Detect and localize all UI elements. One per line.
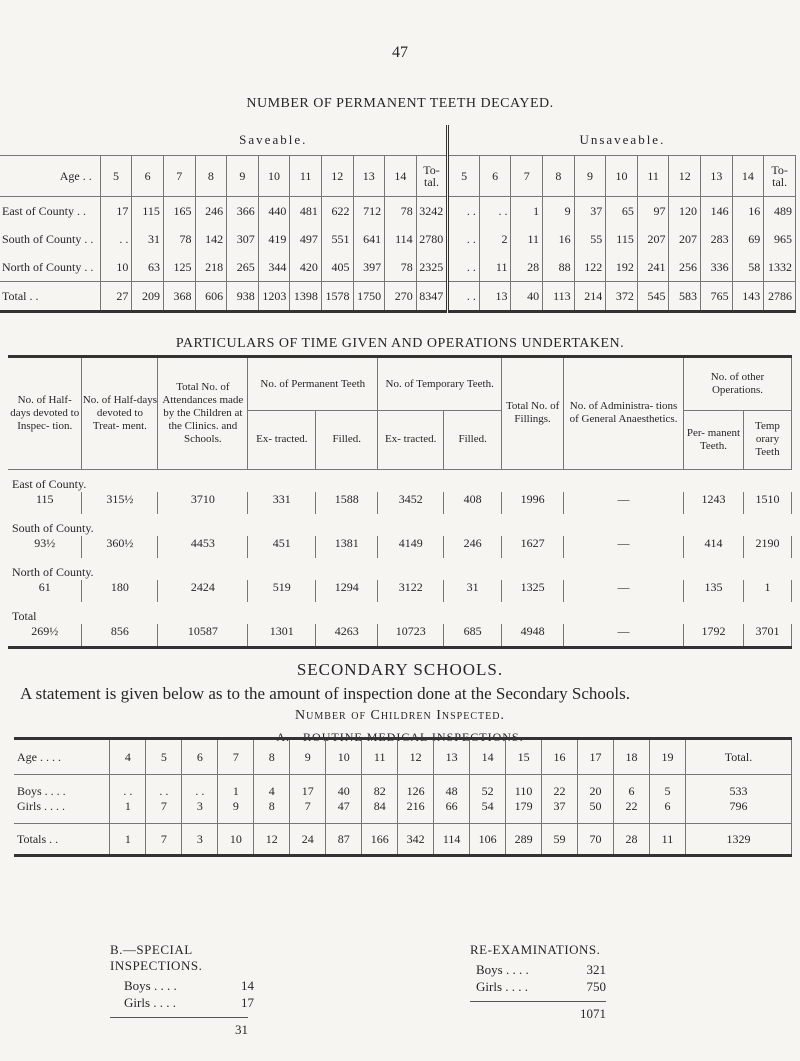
age-header-cell: 11 xyxy=(637,156,669,197)
routine-boys-cell: 17 xyxy=(290,775,326,800)
operations-cell: 10587 xyxy=(158,624,248,648)
unsaveable-cell: 11 xyxy=(479,253,511,282)
saveable-cell: 78 xyxy=(385,253,417,282)
routine-girls-cell: 50 xyxy=(578,799,614,824)
routine-boys-cell: 20 xyxy=(578,775,614,800)
age-header-cell: 6 xyxy=(132,156,164,197)
region-label: South of County. xyxy=(12,520,94,535)
operations-cell: — xyxy=(564,580,684,602)
age-header-cell: 14 xyxy=(385,156,417,197)
routine-total-cell: 12 xyxy=(254,824,290,856)
routine-boys-cell: 4 xyxy=(254,775,290,800)
operations-cell: 1325 xyxy=(502,580,564,602)
routine-girls-cell: 7 xyxy=(146,799,182,824)
special-girls-value: 17 xyxy=(241,995,254,1010)
operations-cell: — xyxy=(564,624,684,648)
saveable-cell: 17 xyxy=(100,197,132,226)
unsaveable-cell: 55 xyxy=(574,225,606,253)
saveable-cell: 114 xyxy=(385,225,417,253)
secondary-schools-title: SECONDARY SCHOOLS. xyxy=(296,660,504,679)
unsaveable-cell: 115 xyxy=(606,225,638,253)
region-row xyxy=(8,558,792,580)
unsaveable-cell: . . xyxy=(448,253,480,282)
age-header-cell: 14 xyxy=(732,156,764,197)
routine-total-cell: 289 xyxy=(506,824,542,856)
region-label: Total . . xyxy=(0,282,100,312)
operations-cell: — xyxy=(564,492,684,514)
reexam-title: RE-EXAMINATIONS. xyxy=(470,942,601,957)
routine-total-cell: 24 xyxy=(290,824,326,856)
saveable-cell: 497 xyxy=(290,225,322,253)
operations-cell: 115 xyxy=(8,492,82,514)
decayed-table-title: NUMBER OF PERMANENT TEETH DECAYED. xyxy=(246,96,554,111)
region-label: East of County. xyxy=(12,476,87,491)
routine-boys-cell: 533 xyxy=(685,775,791,800)
operations-cell: 685 xyxy=(444,624,502,648)
unsaveable-cell: 241 xyxy=(637,253,669,282)
reexam-girls-label: Girls . . . . xyxy=(476,979,528,994)
routine-age-cell: 7 xyxy=(218,739,254,775)
routine-inspections-table xyxy=(14,737,792,857)
saveable-cell: 938 xyxy=(227,282,259,312)
routine-girls-cell: 796 xyxy=(685,799,791,824)
routine-age-cell: 14 xyxy=(470,739,506,775)
operations-cell: 4948 xyxy=(502,624,564,648)
unsaveable-header: Unsaveable. xyxy=(448,125,796,156)
routine-age-cell: 10 xyxy=(326,739,362,775)
unsaveable-cell: 13 xyxy=(479,282,511,312)
age-header-cell: 12 xyxy=(669,156,701,197)
saveable-header: Saveable. xyxy=(100,125,448,156)
age-header-cell: 5 xyxy=(100,156,132,197)
routine-total-cell: 7 xyxy=(146,824,182,856)
region-label: North of County . . xyxy=(0,253,100,282)
re-examinations xyxy=(470,942,630,1022)
saveable-cell: 78 xyxy=(385,197,417,226)
routine-age-cell: Total. xyxy=(685,739,791,775)
unsaveable-cell: 113 xyxy=(543,282,575,312)
routine-boys-cell: 22 xyxy=(542,775,578,800)
unsaveable-cell: 97 xyxy=(637,197,669,226)
saveable-cell: 440 xyxy=(258,197,290,226)
operations-table-title: PARTICULARS OF TIME GIVEN AND OPERATIONS UNDERTAKEN. xyxy=(175,336,625,351)
routine-boys-cell: 1 xyxy=(218,775,254,800)
operations-cell: 31 xyxy=(444,580,502,602)
operations-cell: 1996 xyxy=(502,492,564,514)
routine-boys-cell: . . xyxy=(146,775,182,800)
special-boys-label: Boys . . . . xyxy=(124,978,177,993)
age-header-cell: 10 xyxy=(258,156,290,197)
routine-boys-cell: 5 xyxy=(649,775,685,800)
unsaveable-cell: 2786 xyxy=(764,282,796,312)
routine-age-cell: 18 xyxy=(613,739,649,775)
unsaveable-cell: 489 xyxy=(764,197,796,226)
routine-boys-cell: 52 xyxy=(470,775,506,800)
routine-age-cell: 6 xyxy=(182,739,218,775)
age-header-cell: 9 xyxy=(227,156,259,197)
saveable-cell: 78 xyxy=(163,225,195,253)
saveable-cell: 209 xyxy=(132,282,164,312)
decayed-row xyxy=(0,282,796,312)
attendances-header: Total No. of Attendances made by the Children at the Clinics. and Schools. xyxy=(158,357,248,469)
operations-cell: 4263 xyxy=(316,624,378,648)
reexam-girls-value: 750 xyxy=(586,979,606,994)
saveable-cell: 405 xyxy=(321,253,353,282)
routine-age-cell: 13 xyxy=(434,739,470,775)
routine-girls-cell: 84 xyxy=(362,799,398,824)
operations-cell: 61 xyxy=(8,580,82,602)
saveable-cell: 31 xyxy=(132,225,164,253)
operations-cell: 93½ xyxy=(8,536,82,558)
saveable-cell: 218 xyxy=(195,253,227,282)
unsaveable-cell: 283 xyxy=(701,225,733,253)
saveable-cell: 1750 xyxy=(353,282,385,312)
saveable-cell: 366 xyxy=(227,197,259,226)
perm-filled-header: Filled. xyxy=(316,411,378,469)
age-header-cell: 7 xyxy=(511,156,543,197)
routine-girls-cell: 9 xyxy=(218,799,254,824)
operations-cell: 1588 xyxy=(316,492,378,514)
operations-cell: 1301 xyxy=(248,624,316,648)
age-header-cell: 9 xyxy=(574,156,606,197)
routine-girls-cell: 37 xyxy=(542,799,578,824)
temporary-teeth-header: No. of Temporary Teeth. xyxy=(378,357,502,411)
unsaveable-cell: 336 xyxy=(701,253,733,282)
unsaveable-cell: 143 xyxy=(732,282,764,312)
operations-cell: 3710 xyxy=(158,492,248,514)
routine-age-cell: 9 xyxy=(290,739,326,775)
unsaveable-cell: . . xyxy=(479,197,511,226)
unsaveable-cell: 545 xyxy=(637,282,669,312)
operations-cell: 1243 xyxy=(684,492,744,514)
routine-total-cell: 87 xyxy=(326,824,362,856)
routine-age-cell: 8 xyxy=(254,739,290,775)
age-label: Age . . xyxy=(0,156,100,197)
unsaveable-cell: 192 xyxy=(606,253,638,282)
reexam-boys-label: Boys . . . . xyxy=(476,962,529,977)
operations-cell: 331 xyxy=(248,492,316,514)
routine-girls-cell: 66 xyxy=(434,799,470,824)
routine-age-cell: 19 xyxy=(649,739,685,775)
routine-total-cell: 166 xyxy=(362,824,398,856)
routine-boys-cell: . . xyxy=(182,775,218,800)
unsaveable-cell: 11 xyxy=(511,225,543,253)
operations-cell: 315½ xyxy=(82,492,158,514)
unsaveable-cell: 965 xyxy=(764,225,796,253)
unsaveable-cell: . . xyxy=(448,197,480,226)
routine-total-cell: 10 xyxy=(218,824,254,856)
unsaveable-cell: . . xyxy=(448,282,480,312)
saveable-cell: 368 xyxy=(163,282,195,312)
routine-totals-label: Totals . . xyxy=(14,824,110,856)
saveable-cell: 419 xyxy=(258,225,290,253)
age-header-cell: 13 xyxy=(701,156,733,197)
unsaveable-cell: 256 xyxy=(669,253,701,282)
saveable-cell: 63 xyxy=(132,253,164,282)
unsaveable-cell: 122 xyxy=(574,253,606,282)
special-girls-label: Girls . . . . xyxy=(124,995,176,1010)
operations-cell: 1 xyxy=(743,580,791,602)
secondary-paragraph: A statement is given below as to the amount of inspection done at the Secondary Schools. xyxy=(20,684,630,703)
permanent-teeth-header: No. of Permanent Teeth xyxy=(248,357,378,411)
operations-row xyxy=(8,624,792,648)
decayed-row xyxy=(0,253,796,282)
unsaveable-cell: 1 xyxy=(511,197,543,226)
operations-cell: 2424 xyxy=(158,580,248,602)
operations-cell: 360½ xyxy=(82,536,158,558)
operations-table xyxy=(8,355,792,649)
region-label: Total xyxy=(12,608,37,623)
saveable-cell: 606 xyxy=(195,282,227,312)
routine-age-cell: 17 xyxy=(578,739,614,775)
routine-age-cell: 12 xyxy=(398,739,434,775)
routine-total-cell: 28 xyxy=(613,824,649,856)
other-operations-header: No. of other Operations. xyxy=(684,357,792,411)
operations-cell: 856 xyxy=(82,624,158,648)
unsaveable-cell: 37 xyxy=(574,197,606,226)
age-header-cell: 12 xyxy=(321,156,353,197)
region-row xyxy=(8,469,792,492)
saveable-cell: 641 xyxy=(353,225,385,253)
operations-cell: 3452 xyxy=(378,492,444,514)
routine-boys-cell: 48 xyxy=(434,775,470,800)
unsaveable-cell: 88 xyxy=(543,253,575,282)
routine-age-cell: 15 xyxy=(506,739,542,775)
operations-cell: 4453 xyxy=(158,536,248,558)
age-header-cell: 13 xyxy=(353,156,385,197)
routine-boys-cell: 110 xyxy=(506,775,542,800)
saveable-cell: 397 xyxy=(353,253,385,282)
unsaveable-cell: 120 xyxy=(669,197,701,226)
unsaveable-cell: 372 xyxy=(606,282,638,312)
saveable-cell: 2780 xyxy=(416,225,448,253)
other-permanent-header: Per- manent Teeth. xyxy=(684,411,744,469)
operations-cell: 414 xyxy=(684,536,744,558)
routine-age-cell: 5 xyxy=(146,739,182,775)
routine-total-cell: 11 xyxy=(649,824,685,856)
operations-cell: 246 xyxy=(444,536,502,558)
routine-girls-cell: 54 xyxy=(470,799,506,824)
routine-girls-cell: 216 xyxy=(398,799,434,824)
routine-boys-cell: . . xyxy=(110,775,146,800)
reexam-total: 1071 xyxy=(470,1001,606,1022)
routine-age-cell: 11 xyxy=(362,739,398,775)
saveable-cell: 1398 xyxy=(290,282,322,312)
routine-boys-cell: 82 xyxy=(362,775,398,800)
routine-girls-cell: 7 xyxy=(290,799,326,824)
routine-age-cell: 4 xyxy=(110,739,146,775)
unsaveable-cell: 9 xyxy=(543,197,575,226)
saveable-cell: 265 xyxy=(227,253,259,282)
saveable-cell: 420 xyxy=(290,253,322,282)
unsaveable-cell: 16 xyxy=(732,197,764,226)
operations-cell: 451 xyxy=(248,536,316,558)
saveable-cell: 622 xyxy=(321,197,353,226)
decayed-row xyxy=(0,225,796,253)
saveable-cell: 1203 xyxy=(258,282,290,312)
special-inspections xyxy=(110,942,270,1038)
region-label: East of County . . xyxy=(0,197,100,226)
operations-cell: 180 xyxy=(82,580,158,602)
region-row xyxy=(8,602,792,624)
unsaveable-cell: 214 xyxy=(574,282,606,312)
saveable-cell: 115 xyxy=(132,197,164,226)
operations-cell: 2190 xyxy=(743,536,791,558)
routine-total-cell: 106 xyxy=(470,824,506,856)
unsaveable-cell: 583 xyxy=(669,282,701,312)
unsaveable-cell: 69 xyxy=(732,225,764,253)
saveable-cell: 8347 xyxy=(416,282,448,312)
children-inspected-subtitle: Number of Children Inspected. xyxy=(295,708,505,723)
saveable-cell: 2325 xyxy=(416,253,448,282)
decayed-row xyxy=(0,197,796,226)
unsaveable-cell: 16 xyxy=(543,225,575,253)
half-days-treatment-header: No. of Half-days devoted to Treat- ment. xyxy=(82,357,158,469)
page-number: 47 xyxy=(392,44,408,61)
operations-cell: 408 xyxy=(444,492,502,514)
saveable-cell: 712 xyxy=(353,197,385,226)
routine-total-cell: 59 xyxy=(542,824,578,856)
routine-total-cell: 3 xyxy=(182,824,218,856)
operations-row xyxy=(8,536,792,558)
routine-age-label: Age . . . . xyxy=(14,739,110,775)
unsaveable-cell: 207 xyxy=(637,225,669,253)
operations-cell: 4149 xyxy=(378,536,444,558)
routine-girls-cell: 6 xyxy=(649,799,685,824)
unsaveable-cell: 207 xyxy=(669,225,701,253)
age-header-cell: 6 xyxy=(479,156,511,197)
saveable-cell: 344 xyxy=(258,253,290,282)
unsaveable-cell: 2 xyxy=(479,225,511,253)
perm-extracted-header: Ex- tracted. xyxy=(248,411,316,469)
operations-cell: 269½ xyxy=(8,624,82,648)
operations-cell: 1627 xyxy=(502,536,564,558)
special-boys-value: 14 xyxy=(241,978,254,993)
temp-filled-header: Filled. xyxy=(444,411,502,469)
age-header-cell: To- tal. xyxy=(416,156,448,197)
routine-total-cell: 342 xyxy=(398,824,434,856)
routine-girls-label: Girls . . . . xyxy=(14,799,110,824)
reexam-boys-value: 321 xyxy=(586,962,606,977)
saveable-cell: 3242 xyxy=(416,197,448,226)
saveable-cell: 246 xyxy=(195,197,227,226)
routine-girls-cell: 1 xyxy=(110,799,146,824)
saveable-cell: 270 xyxy=(385,282,417,312)
operations-cell: 1294 xyxy=(316,580,378,602)
age-header-row xyxy=(0,156,796,197)
operations-cell: 1792 xyxy=(684,624,744,648)
fillings-header: Total No. of Fillings. xyxy=(502,357,564,469)
saveable-cell: 10 xyxy=(100,253,132,282)
operations-cell: 519 xyxy=(248,580,316,602)
age-header-cell: 8 xyxy=(543,156,575,197)
operations-cell: 3701 xyxy=(743,624,791,648)
region-label: South of County . . xyxy=(0,225,100,253)
routine-boys-cell: 6 xyxy=(613,775,649,800)
unsaveable-cell: 765 xyxy=(701,282,733,312)
routine-age-cell: 16 xyxy=(542,739,578,775)
operations-cell: 10723 xyxy=(378,624,444,648)
anaesthetics-header: No. of Administra- tions of General Anaesthetics. xyxy=(564,357,684,469)
routine-boys-cell: 126 xyxy=(398,775,434,800)
routine-girls-cell: 47 xyxy=(326,799,362,824)
operations-cell: 1381 xyxy=(316,536,378,558)
age-header-cell: 10 xyxy=(606,156,638,197)
operations-cell: 3122 xyxy=(378,580,444,602)
unsaveable-cell: 40 xyxy=(511,282,543,312)
age-header-cell: To- tal. xyxy=(764,156,796,197)
routine-girls-cell: 179 xyxy=(506,799,542,824)
unsaveable-cell: 65 xyxy=(606,197,638,226)
saveable-cell: 307 xyxy=(227,225,259,253)
operations-cell: 135 xyxy=(684,580,744,602)
routine-total-cell: 1329 xyxy=(685,824,791,856)
region-row xyxy=(8,514,792,536)
saveable-cell: 142 xyxy=(195,225,227,253)
routine-boys-label: Boys . . . . xyxy=(14,775,110,800)
temp-extracted-header: Ex- tracted. xyxy=(378,411,444,469)
operations-cell: — xyxy=(564,536,684,558)
age-header-cell: 5 xyxy=(448,156,480,197)
unsaveable-cell: 1332 xyxy=(764,253,796,282)
special-title: B.—SPECIAL INSPECTIONS. xyxy=(110,942,203,973)
saveable-cell: 165 xyxy=(163,197,195,226)
saveable-cell: 1578 xyxy=(321,282,353,312)
saveable-cell: 27 xyxy=(100,282,132,312)
routine-total-cell: 1 xyxy=(110,824,146,856)
age-header-cell: 7 xyxy=(163,156,195,197)
unsaveable-cell: 146 xyxy=(701,197,733,226)
saveable-cell: 125 xyxy=(163,253,195,282)
routine-girls-cell: 22 xyxy=(613,799,649,824)
region-label: North of County. xyxy=(12,564,94,579)
unsaveable-cell: . . xyxy=(448,225,480,253)
decayed-teeth-table xyxy=(0,125,796,313)
other-temporary-header: Temp orary Teeth xyxy=(743,411,791,469)
special-total: 31 xyxy=(110,1017,248,1038)
routine-total-cell: 70 xyxy=(578,824,614,856)
operations-row xyxy=(8,492,792,514)
half-days-inspection-header: No. of Half-days devoted to Inspec- tion. xyxy=(8,357,82,469)
routine-girls-cell: 3 xyxy=(182,799,218,824)
operations-cell: 1510 xyxy=(743,492,791,514)
saveable-cell: 551 xyxy=(321,225,353,253)
unsaveable-cell: 58 xyxy=(732,253,764,282)
operations-row xyxy=(8,580,792,602)
saveable-cell: 481 xyxy=(290,197,322,226)
unsaveable-cell: 28 xyxy=(511,253,543,282)
routine-girls-cell: 8 xyxy=(254,799,290,824)
routine-total-cell: 114 xyxy=(434,824,470,856)
saveable-cell: . . xyxy=(100,225,132,253)
age-header-cell: 11 xyxy=(290,156,322,197)
routine-title: A.—ROUTINE MEDICAL INSPECTIONS. xyxy=(276,730,524,744)
age-header-cell: 8 xyxy=(195,156,227,197)
routine-boys-cell: 40 xyxy=(326,775,362,800)
